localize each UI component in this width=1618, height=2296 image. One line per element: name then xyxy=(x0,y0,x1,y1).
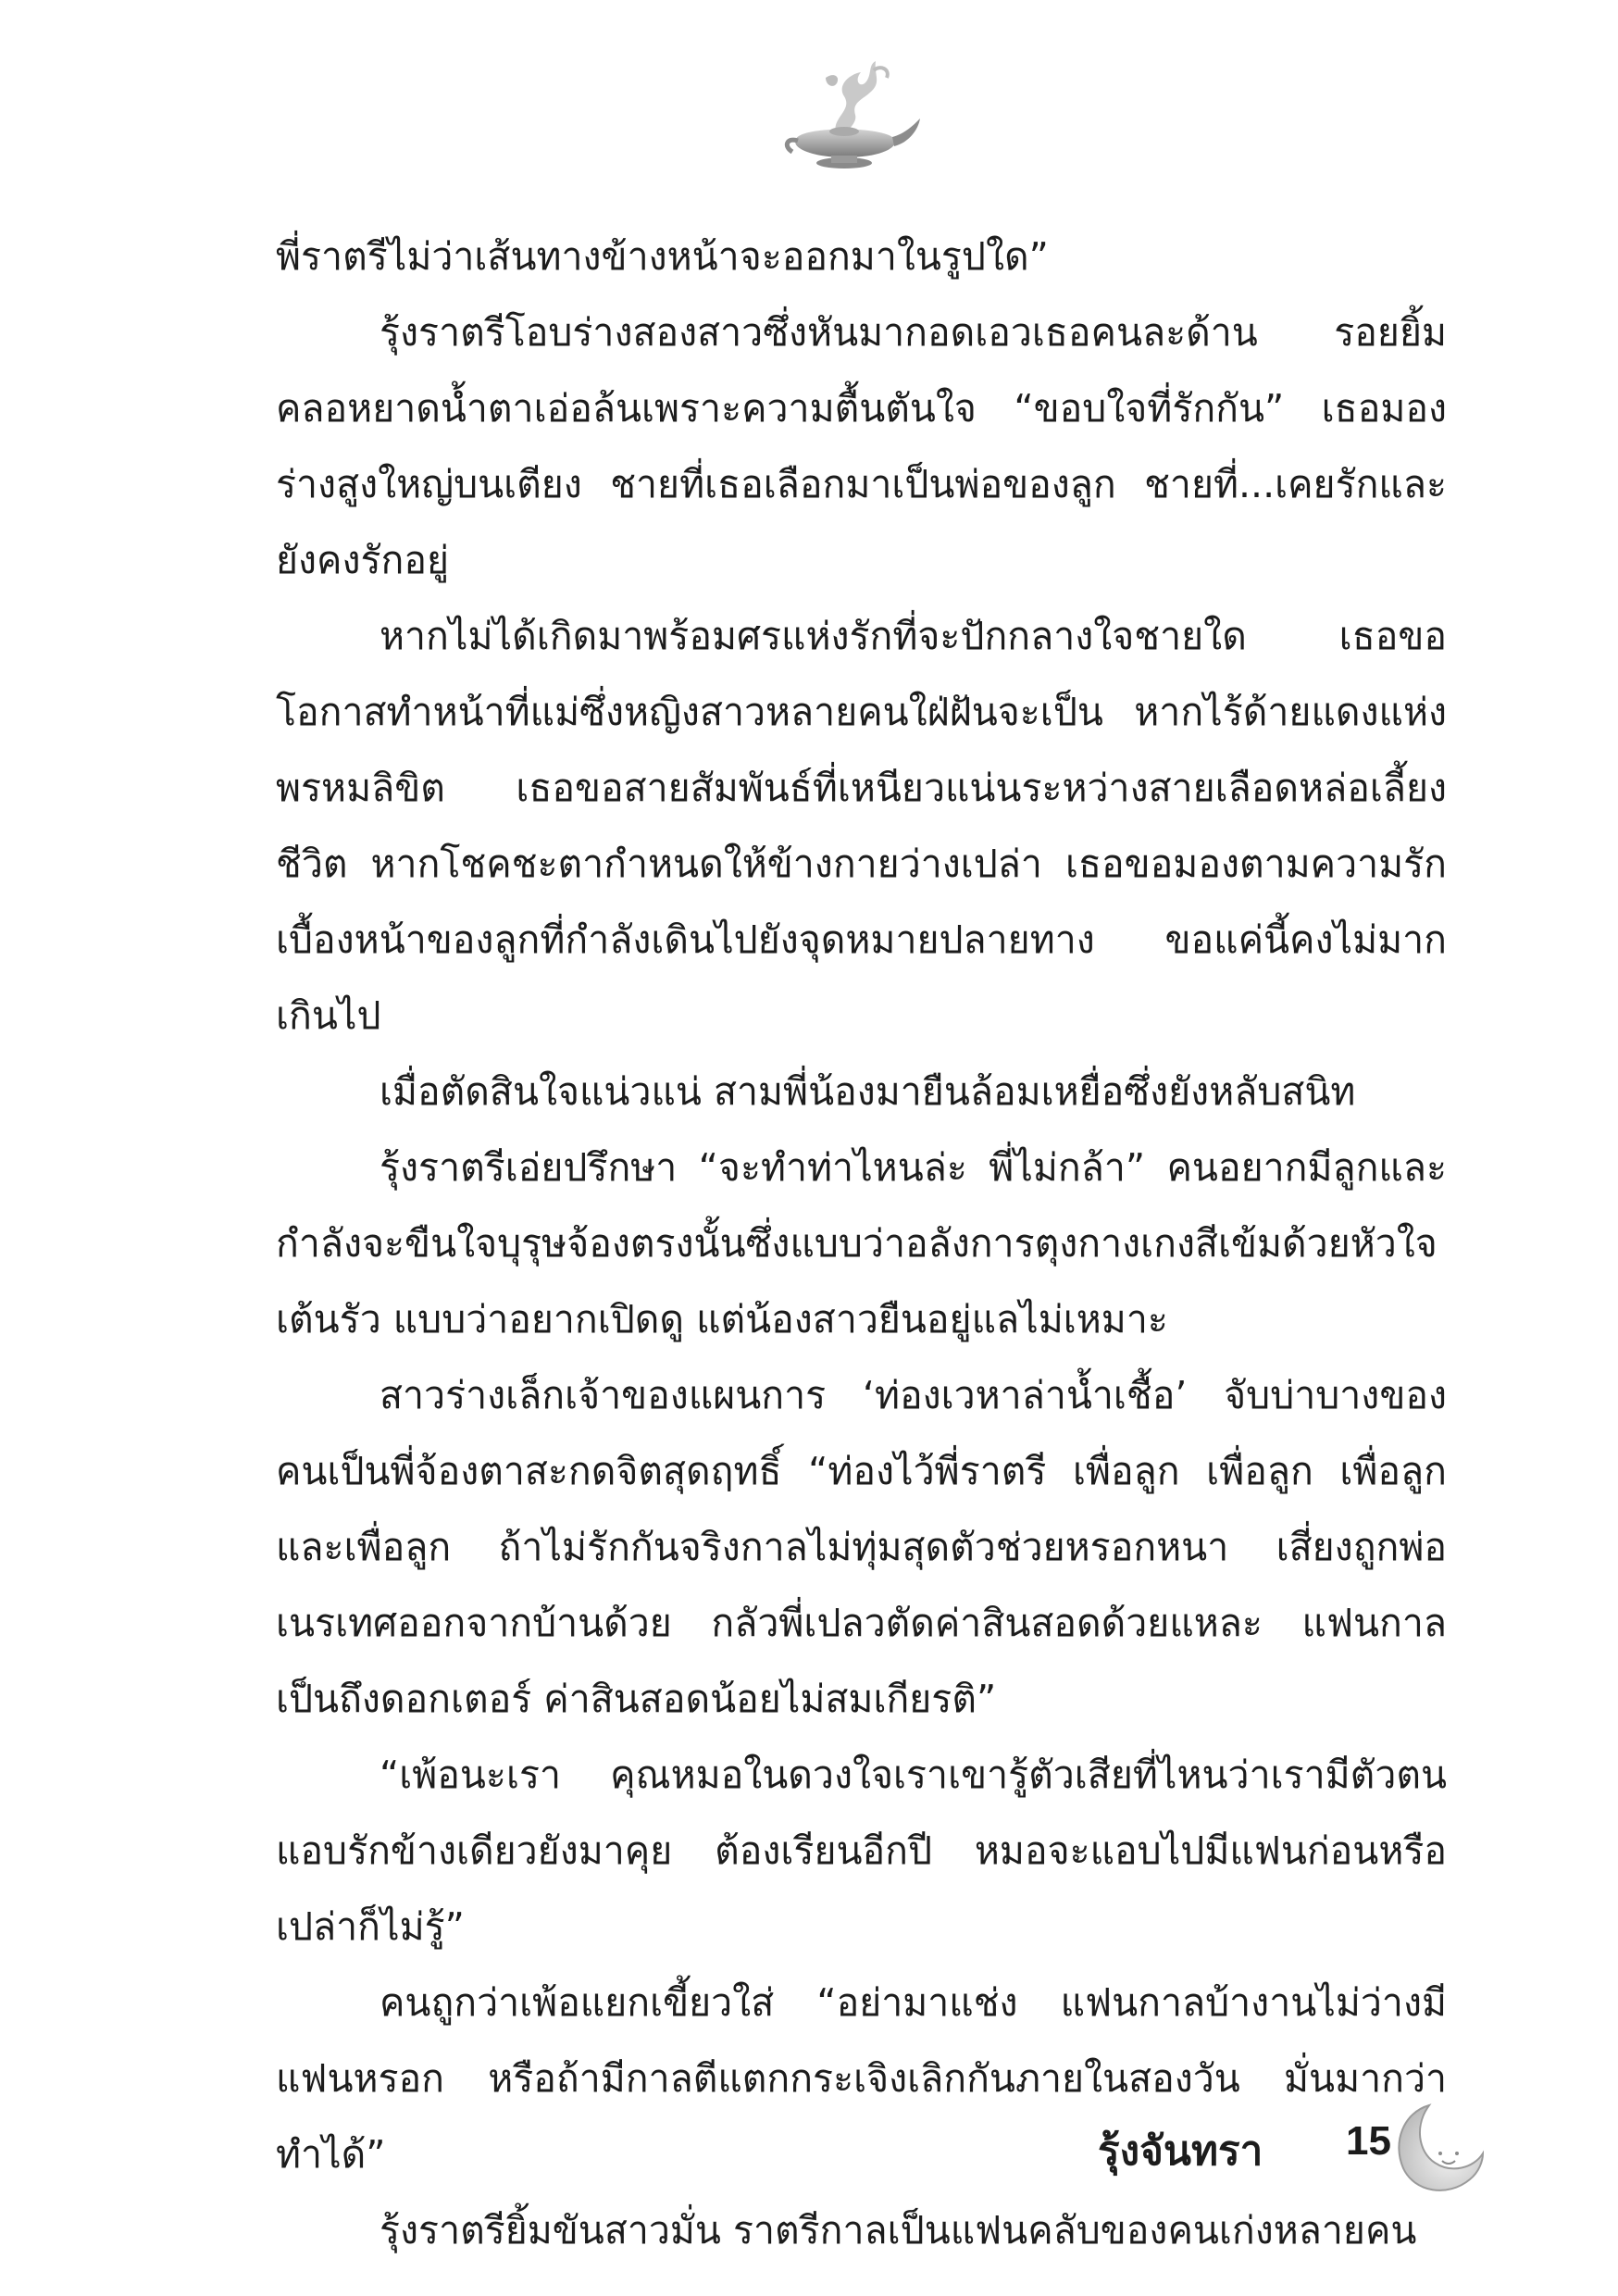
paragraph: รุ้งราตรีโอบร่างสองสาวซึ่งหันมากอดเอวเธอคนละด้าน รอยยิ้มคลอหยาดน้ำตาเอ่อล้นเพราะความตื้นตันใจ “ขอบใจที่รักกัน” เธอมองร่างสูงใหญ่บนเตียง ชายที่เธอเลือกมาเป็นพ่อของลูก ชายที่...เคยรักและยังคงรักอยู่ xyxy=(276,310,1447,582)
paragraph: รุ้งราตรียิ้มขันสาวมั่น ราตรีกาลเป็นแฟนคลับของคนเก่งหลายคน xyxy=(380,2208,1417,2252)
body-text xyxy=(276,218,1447,2268)
paragraph: พี่ราตรีไม่ว่าเส้นทางข้างหน้าจะออกมาในรูปใด” xyxy=(276,234,1049,279)
genie-lamp-icon xyxy=(765,54,931,179)
paragraph: รุ้งราตรีเอ่ยปรึกษา “จะทำท่าไหนล่ะ พี่ไม่กล้า” คนอยากมีลูกและกำลังจะขืนใจบุรุษจ้องตรงนั้นซึ่งแบบว่าอลังการตุงกางเกงสีเข้มด้วยหัวใจเต้นรัว แบบว่าอยากเปิดดู แต่น้องสาวยืนอยู่แลไม่เหมาะ xyxy=(276,1145,1447,1341)
paragraph: “เพ้อนะเรา คุณหมอในดวงใจเราเขารู้ตัวเสียที่ไหนว่าเรามีตัวตนแอบรักข้างเดียวยังมาคุย ต้องเรียนอีกปี หมอจะแอบไปมีแฟนก่อนหรือเปล่าก็ไม่รู้” xyxy=(276,1753,1447,1949)
page-footer xyxy=(1098,2100,1487,2202)
book-title: รุ้งจันทรา xyxy=(1098,2128,1263,2175)
paragraph: สาวร่างเล็กเจ้าของแผนการ ‘ท่องเวหาล่าน้ำเชื้อ’ จับบ่าบางของคนเป็นพี่จ้องตาสะกดจิตสุดฤทธิ์ “ท่องไว้พี่ราตรี เพื่อลูก เพื่อลูก เพื่อลูก และเพื่อลูก ถ้าไม่รักกันจริงกาลไม่ทุ่มสุดตัวช่วยหรอกหนา เสี่ยงถูกพ่อเนรเทศออกจากบ้านด้วย กลัวพี่เปลวตัดค่าสินสอดด้วยแหละ แฟนกาลเป็นถึงดอกเตอร์ ค่าสินสอดน้อยไม่สมเกียรติ” xyxy=(276,1373,1447,1721)
paragraph: คนถูกว่าเพ้อแยกเขี้ยวใส่ “อย่ามาแช่ง แฟนกาลบ้างานไม่ว่างมีแฟนหรอก หรือถ้ามีกาลตีแตกกระเจิงเลิกกันภายในสองวัน มั่นมากว่าทำได้” xyxy=(276,1980,1447,2177)
paragraph: หากไม่ได้เกิดมาพร้อมศรแห่งรักที่จะปักกลางใจชายใด เธอขอโอกาสทำหน้าที่แม่ซึ่งหญิงสาวหลายคนใฝ่ฝันจะเป็น หากไร้ด้ายแดงแห่งพรหมลิขิต เธอขอสายสัมพันธ์ที่เหนียวแน่นระหว่างสายเลือดหล่อเลี้ยงชีวิต หากโชคชะตากำหนดให้ข้างกายว่างเปล่า เธอขอมองตามความรักเบื้องหน้าของลูกที่กำลังเดินไปยังจุดหมายปลายทาง ขอแค่นี้คงไม่มากเกินไป xyxy=(276,614,1447,1038)
page-number: 15 xyxy=(1346,2118,1391,2164)
crescent-moon-icon xyxy=(1387,2100,1485,2198)
paragraph: เมื่อตัดสินใจแน่วแน่ สามพี่น้องมายืนล้อมเหยื่อซึ่งยังหลับสนิท xyxy=(380,1069,1356,1114)
